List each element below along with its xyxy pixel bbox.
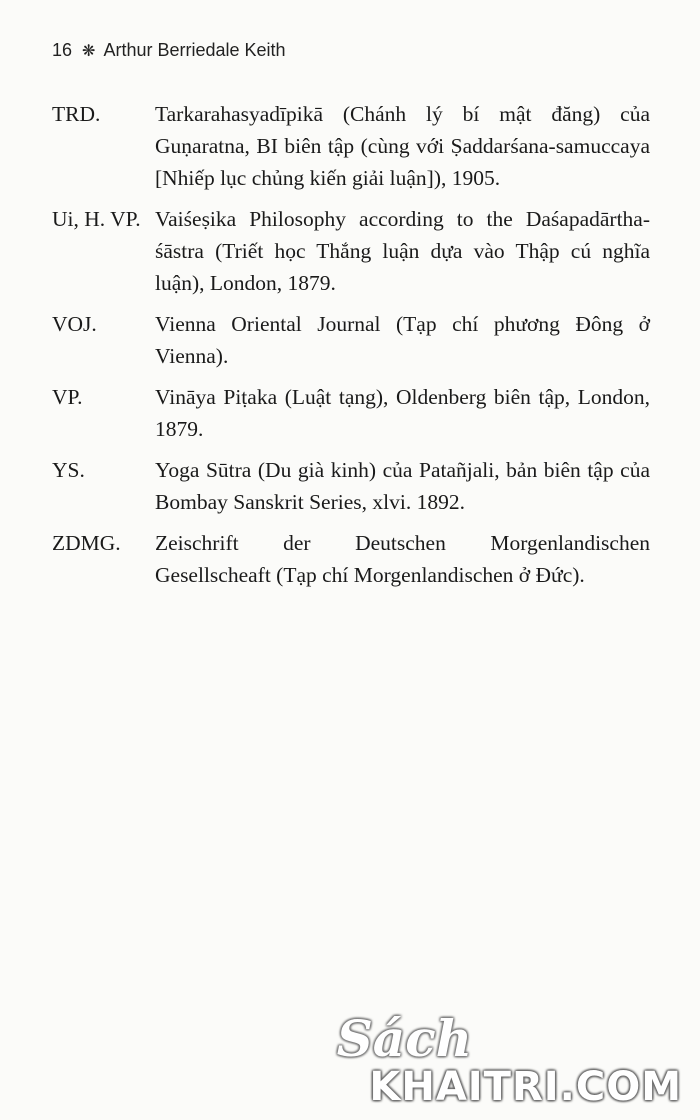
running-header-author: Arthur Berriedale Keith xyxy=(103,40,286,60)
abbreviation-entry xyxy=(52,454,650,518)
abbreviation-list xyxy=(52,98,650,600)
site-watermark xyxy=(336,1009,682,1110)
abbreviation: ZDMG. xyxy=(52,531,121,555)
abbreviation: TRD. xyxy=(52,102,101,126)
abbreviation-description: Yoga Sūtra (Du già kinh) của Patañjali, bản biên tập của Bombay Sanskrit Series, xlvi. 1892. xyxy=(155,458,650,514)
abbreviation-description: Tarkarahasyadīpikā (Chánh lý bí mật đăng) của Guṇaratna, BI biên tập (cùng với Ṣaddarśana-samuccaya [Nhiếp lục chủng kiến giải luận]), 1905. xyxy=(155,102,650,190)
watermark-script: Sách xyxy=(336,1009,472,1068)
abbreviation: YS. xyxy=(52,458,85,482)
abbreviation-description: Vināya Piṭaka (Luật tạng), Oldenberg biên tập, London, 1879. xyxy=(155,385,650,441)
abbreviation-entry xyxy=(52,98,650,194)
running-header xyxy=(52,40,286,61)
abbreviation: VP. xyxy=(52,385,83,409)
watermark-brand: KHAITRI.COM xyxy=(369,1064,682,1110)
abbreviation-description: Vaiśeṣika Philosophy according to the Daśapadārtha-śāstra (Triết học Thắng luận dựa vào Thập cú nghĩa luận), London, 1879. xyxy=(155,207,650,295)
abbreviation-entry xyxy=(52,308,650,372)
abbreviation-entry xyxy=(52,381,650,445)
abbreviation-description: Zeischrift der Deutschen Morgenlandischen Gesellscheaft (Tạp chí Morgenlandischen ở Đức). xyxy=(155,531,650,587)
abbreviation: VOJ. xyxy=(52,312,97,336)
abbreviation-entry xyxy=(52,527,650,591)
abbreviation-description: Vienna Oriental Journal (Tạp chí phương Đông ở Vienna). xyxy=(155,312,650,368)
page-number: 16 xyxy=(52,40,73,60)
abbreviation: Ui, H. VP. xyxy=(52,207,141,231)
abbreviation-entry xyxy=(52,203,650,299)
ornament-icon: ❋ xyxy=(82,42,96,60)
